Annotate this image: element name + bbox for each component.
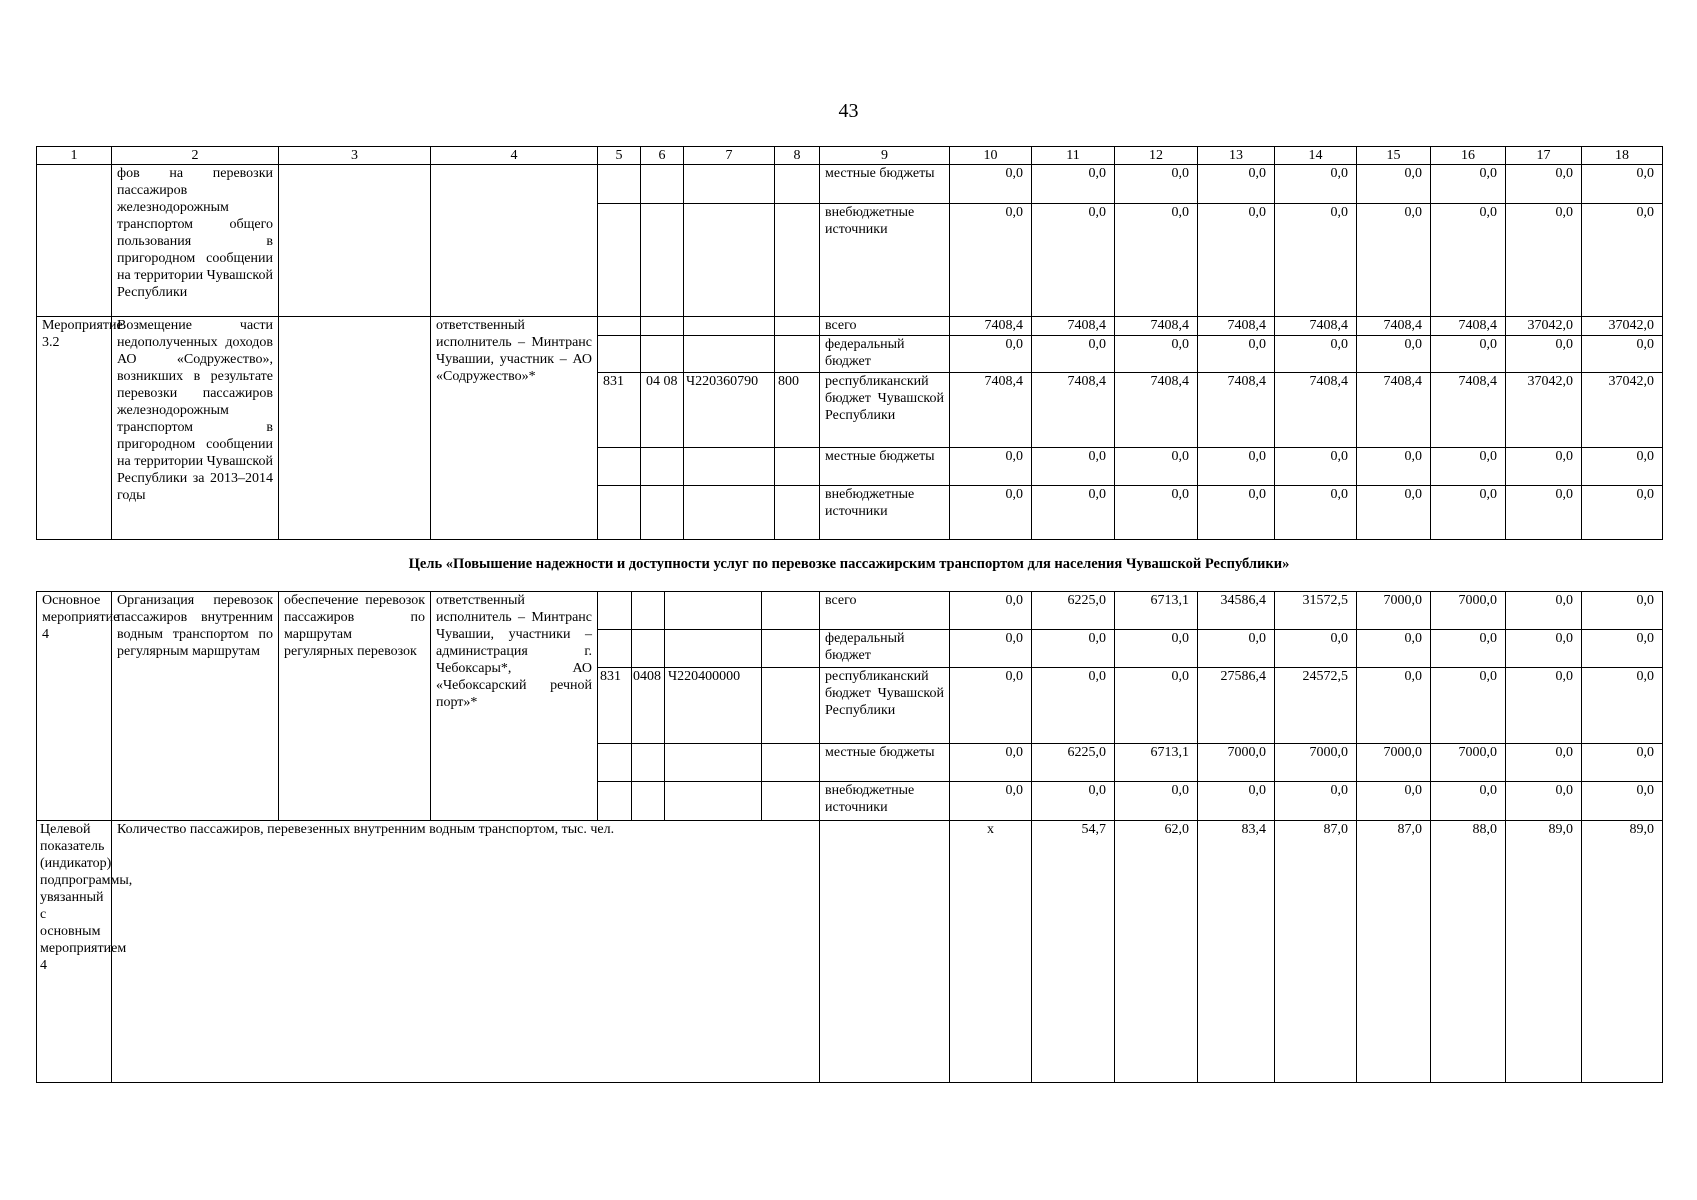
funding-source: всего: [820, 592, 950, 630]
funding-source: всего: [820, 317, 950, 336]
table-row: [37, 592, 1663, 630]
funding-source: внебюджетные источники: [820, 486, 950, 540]
value-cell: 0,0: [1357, 336, 1431, 373]
cell-empty: [762, 744, 820, 782]
value-cell: 0,0: [1582, 630, 1663, 668]
cell-empty: [632, 592, 665, 630]
col-num: 13: [1198, 147, 1275, 165]
cell-empty: [279, 165, 431, 317]
budget-code-article: Ч220400000: [665, 668, 762, 744]
measure-number: Мероприятие 3.2: [37, 317, 112, 540]
cell-empty: [641, 448, 684, 486]
value-cell: 0,0: [1032, 486, 1115, 540]
value-cell: 0,0: [1115, 448, 1198, 486]
value-cell: 0,0: [950, 744, 1032, 782]
cell-empty: [684, 165, 775, 204]
value-cell: 0,0: [1506, 448, 1582, 486]
value-cell: 0,0: [1032, 204, 1115, 317]
measure-executor: ответственный исполнитель – Минтранс Чувашии, участник – АО «Содружество»*: [431, 317, 598, 540]
value-cell: 0,0: [1506, 668, 1582, 744]
value-cell: 0,0: [1198, 204, 1275, 317]
cell-empty: [598, 744, 632, 782]
col-num: 12: [1115, 147, 1198, 165]
col-num: 4: [431, 147, 598, 165]
col-num: 18: [1582, 147, 1663, 165]
cell-empty: [775, 486, 820, 540]
value-cell: 0,0: [1198, 336, 1275, 373]
cell-empty: [641, 336, 684, 373]
value-cell: 0,0: [1198, 448, 1275, 486]
measure-task: [279, 317, 431, 540]
value-cell: 0,0: [1275, 448, 1357, 486]
value-cell: 27586,4: [1198, 668, 1275, 744]
value-cell: 0,0: [1357, 204, 1431, 317]
value-cell: 6713,1: [1115, 592, 1198, 630]
value-cell: 0,0: [1357, 448, 1431, 486]
col-num: 2: [112, 147, 279, 165]
cell-empty: [665, 744, 762, 782]
value-cell: 0,0: [950, 448, 1032, 486]
value-cell: 0,0: [1032, 448, 1115, 486]
value-cell: 0,0: [950, 165, 1032, 204]
measure-task: обеспечение перевозок пассажиров по маршрутам регулярных перевозок: [279, 592, 431, 821]
value-cell: 0,0: [1115, 165, 1198, 204]
value-cell: 0,0: [1582, 486, 1663, 540]
value-cell: 6225,0: [1032, 592, 1115, 630]
value-cell: 0,0: [1275, 336, 1357, 373]
value-cell: 0,0: [1582, 165, 1663, 204]
cell-empty: [665, 630, 762, 668]
cell-empty: [641, 486, 684, 540]
col-num: 9: [820, 147, 950, 165]
cell-empty: [641, 317, 684, 336]
col-num: 16: [1431, 147, 1506, 165]
value-cell: 0,0: [1431, 336, 1506, 373]
value-cell: 0,0: [1357, 486, 1431, 540]
value-cell: 31572,5: [1275, 592, 1357, 630]
col-num: 3: [279, 147, 431, 165]
table-row: [37, 165, 1663, 204]
value-cell: 0,0: [1032, 336, 1115, 373]
funding-source: внебюджетные источники: [820, 204, 950, 317]
col-num: 15: [1357, 147, 1431, 165]
value-cell: 0,0: [1032, 782, 1115, 821]
measure-description: Возмещение части недополученных доходов АО «Содружество», возникших в результате перевозки пассажиров железнодорожным транспортом в пригородном сообщении на территории Чувашской Республики за 2013–2014 годы: [112, 317, 279, 540]
funding-source: местные бюджеты: [820, 165, 950, 204]
budget-code-article: Ч220360790: [684, 373, 775, 448]
cell-empty: [598, 336, 641, 373]
value-cell: 0,0: [1582, 204, 1663, 317]
cell-empty: [632, 630, 665, 668]
cell-empty: [762, 592, 820, 630]
value-cell: 0,0: [1506, 336, 1582, 373]
value-cell: 7408,4: [950, 317, 1032, 336]
value-cell: 7000,0: [1357, 744, 1431, 782]
value-cell: 0,0: [1431, 668, 1506, 744]
value-cell: 0,0: [1115, 336, 1198, 373]
budget-code-type: 800: [775, 373, 820, 448]
page-number: 43: [838, 100, 859, 122]
funding-source: республиканский бюджет Чувашской Республики: [820, 373, 950, 448]
value-cell: 37042,0: [1582, 317, 1663, 336]
indicator-value: 87,0: [1357, 821, 1431, 1083]
value-cell: 0,0: [950, 204, 1032, 317]
value-cell: 0,0: [1275, 486, 1357, 540]
value-cell: 7408,4: [1275, 373, 1357, 448]
value-cell: 0,0: [1275, 165, 1357, 204]
cell-empty: [684, 204, 775, 317]
indicator-value: x: [950, 821, 1032, 1083]
cell-empty: [598, 630, 632, 668]
value-cell: 0,0: [1506, 744, 1582, 782]
value-cell: 7000,0: [1275, 744, 1357, 782]
cell-empty: [762, 630, 820, 668]
value-cell: 0,0: [1431, 448, 1506, 486]
budget-code-section: 0408: [632, 668, 665, 744]
value-cell: 0,0: [1357, 630, 1431, 668]
indicator-value: 87,0: [1275, 821, 1357, 1083]
measure-executor: ответственный исполнитель – Минтранс Чувашии, участники – администрация г. Чебоксары*, АО «Чебоксарский речной порт»*: [431, 592, 598, 821]
value-cell: 0,0: [1431, 782, 1506, 821]
cell-empty: [641, 165, 684, 204]
cell-empty: [632, 782, 665, 821]
cell-empty: [598, 592, 632, 630]
cell-empty: [775, 165, 820, 204]
funding-source: внебюджетные источники: [820, 782, 950, 821]
value-cell: 34586,4: [1198, 592, 1275, 630]
cell-empty: [762, 782, 820, 821]
value-cell: 0,0: [1357, 782, 1431, 821]
col-num: 5: [598, 147, 641, 165]
cell-empty: [431, 165, 598, 317]
value-cell: 0,0: [1275, 782, 1357, 821]
indicator-text: Количество пассажиров, перевезенных внутренним водным транспортом, тыс. чел.: [112, 821, 820, 1083]
cell-empty: [598, 782, 632, 821]
funding-source: федеральный бюджет: [820, 630, 950, 668]
measure-description: фов на перевозки пассажиров железнодорожным транспортом общего пользования в пригородном сообщении на территории Чувашской Республики: [112, 165, 279, 317]
cell-empty: [641, 204, 684, 317]
value-cell: 24572,5: [1275, 668, 1357, 744]
value-cell: 0,0: [1357, 165, 1431, 204]
col-num: 14: [1275, 147, 1357, 165]
col-num: 11: [1032, 147, 1115, 165]
cell-empty: [684, 448, 775, 486]
goal-heading: Цель «Повышение надежности и доступности услуг по перевозке пассажирским транспортом для населения Чувашской Республики»: [408, 556, 1290, 572]
value-cell: 0,0: [950, 630, 1032, 668]
value-cell: 0,0: [950, 592, 1032, 630]
value-cell: 7408,4: [950, 373, 1032, 448]
cell-empty: [598, 486, 641, 540]
col-num: 1: [37, 147, 112, 165]
value-cell: 0,0: [1431, 204, 1506, 317]
value-cell: 7408,4: [1357, 317, 1431, 336]
value-cell: 0,0: [1506, 204, 1582, 317]
cell-empty: [775, 317, 820, 336]
value-cell: 7408,4: [1032, 317, 1115, 336]
value-cell: 0,0: [1506, 486, 1582, 540]
value-cell: 7000,0: [1431, 744, 1506, 782]
budget-table-bottom: [36, 591, 1663, 1083]
table-row: [37, 317, 1663, 336]
cell-empty: [665, 782, 762, 821]
value-cell: 7408,4: [1032, 373, 1115, 448]
value-cell: 7408,4: [1357, 373, 1431, 448]
col-num: 7: [684, 147, 775, 165]
budget-code-chapter: 831: [598, 373, 641, 448]
value-cell: 0,0: [1198, 486, 1275, 540]
value-cell: 0,0: [1198, 630, 1275, 668]
value-cell: 6225,0: [1032, 744, 1115, 782]
budget-code-chapter: 831: [598, 668, 632, 744]
value-cell: 0,0: [1506, 630, 1582, 668]
value-cell: 0,0: [1582, 336, 1663, 373]
value-cell: 0,0: [1582, 592, 1663, 630]
funding-source: республиканский бюджет Чувашской Республики: [820, 668, 950, 744]
cell-empty: [598, 165, 641, 204]
value-cell: 0,0: [950, 782, 1032, 821]
value-cell: 0,0: [1582, 744, 1663, 782]
cell-empty: [632, 744, 665, 782]
cell-empty: [820, 821, 950, 1083]
funding-source: местные бюджеты: [820, 448, 950, 486]
value-cell: 0,0: [950, 668, 1032, 744]
value-cell: 0,0: [1506, 782, 1582, 821]
cell-empty: [37, 165, 112, 317]
col-num: 17: [1506, 147, 1582, 165]
value-cell: 0,0: [1431, 630, 1506, 668]
col-num: 8: [775, 147, 820, 165]
col-num: 10: [950, 147, 1032, 165]
value-cell: 0,0: [1115, 204, 1198, 317]
measure-number: Основное мероприятие 4: [37, 592, 112, 821]
cell-empty: [684, 486, 775, 540]
col-num: 6: [641, 147, 684, 165]
value-cell: 0,0: [1032, 165, 1115, 204]
column-number-row: [37, 147, 1663, 165]
cell-empty: [684, 336, 775, 373]
indicator-value: 89,0: [1582, 821, 1663, 1083]
value-cell: 0,0: [1582, 668, 1663, 744]
indicator-value: 89,0: [1506, 821, 1582, 1083]
value-cell: 0,0: [950, 336, 1032, 373]
value-cell: 7408,4: [1431, 317, 1506, 336]
value-cell: 0,0: [1275, 204, 1357, 317]
value-cell: 0,0: [1506, 165, 1582, 204]
funding-source: местные бюджеты: [820, 744, 950, 782]
indicator-label: Целевой показатель (индикатор) подпрограммы, увязанный с основным мероприятием 4: [37, 821, 112, 1083]
value-cell: 0,0: [1115, 668, 1198, 744]
value-cell: 0,0: [1115, 782, 1198, 821]
value-cell: 0,0: [1582, 448, 1663, 486]
measure-description: Организация перевозок пассажиров внутренним водным транспортом по регулярным маршрутам: [112, 592, 279, 821]
value-cell: 0,0: [1582, 782, 1663, 821]
value-cell: 7408,4: [1115, 317, 1198, 336]
cell-empty: [775, 336, 820, 373]
cell-empty: [598, 448, 641, 486]
value-cell: 7408,4: [1115, 373, 1198, 448]
cell-empty: [598, 204, 641, 317]
value-cell: 7408,4: [1198, 373, 1275, 448]
indicator-value: 83,4: [1198, 821, 1275, 1083]
cell-empty: [775, 204, 820, 317]
value-cell: 6713,1: [1115, 744, 1198, 782]
value-cell: 0,0: [1275, 630, 1357, 668]
value-cell: 0,0: [1198, 165, 1275, 204]
value-cell: 7408,4: [1431, 373, 1506, 448]
cell-empty: [665, 592, 762, 630]
cell-empty: [775, 448, 820, 486]
value-cell: 7408,4: [1275, 317, 1357, 336]
value-cell: 7408,4: [1198, 317, 1275, 336]
value-cell: 7000,0: [1357, 592, 1431, 630]
funding-source: федеральный бюджет: [820, 336, 950, 373]
indicator-value: 88,0: [1431, 821, 1506, 1083]
indicator-value: 62,0: [1115, 821, 1198, 1083]
cell-empty: [598, 317, 641, 336]
value-cell: 7000,0: [1431, 592, 1506, 630]
value-cell: 0,0: [1032, 668, 1115, 744]
budget-code-section: 04 08: [641, 373, 684, 448]
value-cell: 37042,0: [1506, 373, 1582, 448]
indicator-row: [37, 821, 1663, 1083]
value-cell: 37042,0: [1582, 373, 1663, 448]
value-cell: 0,0: [1115, 630, 1198, 668]
value-cell: 37042,0: [1506, 317, 1582, 336]
indicator-value: 54,7: [1032, 821, 1115, 1083]
value-cell: 0,0: [1198, 782, 1275, 821]
value-cell: 7000,0: [1198, 744, 1275, 782]
budget-table-top: [36, 146, 1663, 540]
value-cell: 0,0: [1357, 668, 1431, 744]
value-cell: 0,0: [1032, 630, 1115, 668]
value-cell: 0,0: [1431, 165, 1506, 204]
budget-code-type: [762, 668, 820, 744]
value-cell: 0,0: [1115, 486, 1198, 540]
value-cell: 0,0: [1506, 592, 1582, 630]
value-cell: 0,0: [950, 486, 1032, 540]
value-cell: 0,0: [1431, 486, 1506, 540]
cell-empty: [684, 317, 775, 336]
